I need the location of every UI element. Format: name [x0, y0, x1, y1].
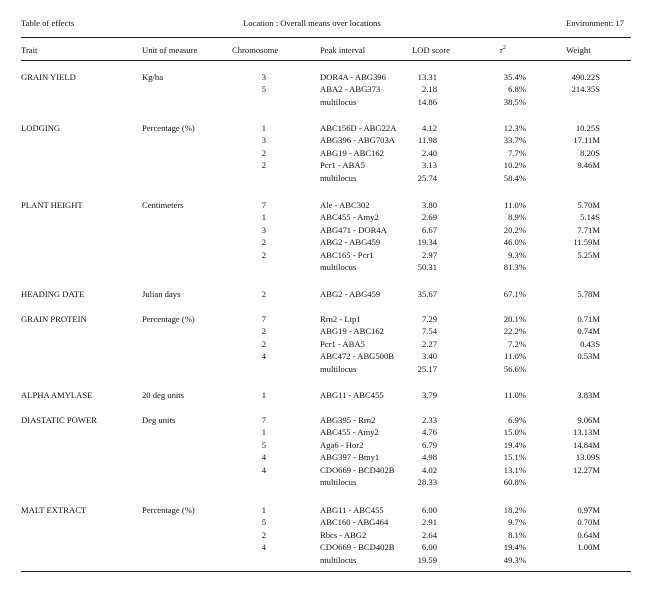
peak-interval-cell: DOR4A - ABG396	[320, 72, 386, 82]
lod-score-cell: 2.27	[421, 339, 437, 349]
lod-score-cell: 50.31	[417, 262, 437, 272]
r2-cell: 12.3%	[503, 123, 526, 133]
weight-cell: 5.25M	[577, 250, 600, 260]
r2-cell: 33.7%	[503, 135, 526, 145]
lod-score-cell: 11.98	[417, 135, 437, 145]
r2-cell: 13.1%	[503, 465, 526, 475]
r2-cell: 6.8%	[508, 84, 526, 94]
r2-cell: 60.8%	[503, 477, 526, 487]
peak-interval-cell: ABC455 - Amy2	[320, 212, 379, 222]
peak-interval-cell: ABG11 - ABC455	[320, 390, 384, 400]
r2-cell: 8.9%	[508, 212, 526, 222]
r2-cell: 38.5%	[503, 97, 526, 107]
lod-score-cell: 25.74	[417, 173, 437, 183]
column-header-trait: Trait	[21, 45, 38, 55]
lod-score-cell: 14.86	[417, 97, 437, 107]
lod-score-cell: 3.79	[421, 390, 437, 400]
lod-score-cell: 3.13	[421, 160, 437, 170]
lod-score-cell: 3.80	[421, 200, 437, 210]
header-rule	[21, 60, 631, 61]
unit-of-measure: Kg/ha	[142, 72, 164, 82]
r2-cell: 11.0%	[504, 390, 526, 400]
peak-interval-cell: ABC472 - ABG500B	[320, 351, 395, 361]
chromosome-cell: 2	[261, 339, 266, 349]
lod-score-cell: 2.18	[421, 84, 437, 94]
peak-interval-cell: Rbcs - ABG2	[320, 530, 367, 540]
weight-cell: 1.00M	[577, 542, 600, 552]
lod-score-cell: 2.33	[421, 415, 437, 425]
weight-cell: 10.25S	[575, 123, 600, 133]
weight-cell: 5.14S	[580, 212, 600, 222]
weight-cell: 214.35S	[571, 84, 600, 94]
unit-of-measure: Percentage (%)	[142, 505, 195, 515]
r2-cell: 20.2%	[503, 225, 526, 235]
chromosome-cell: 4	[261, 351, 266, 361]
lod-score-cell: 13.31	[417, 72, 437, 82]
r2-cell: 9.7%	[508, 517, 526, 527]
chromosome-cell: 2	[261, 289, 266, 299]
unit-of-measure: Percentage (%)	[142, 123, 195, 133]
peak-interval-cell: ABC156D - ABG22A	[320, 123, 397, 133]
column-header-chromosome: Chromosome	[232, 45, 279, 55]
weight-cell: 9.06M	[577, 415, 600, 425]
weight-cell: 3.83M	[577, 390, 600, 400]
lod-score-cell: 6.67	[421, 225, 437, 235]
unit-of-measure: 20 deg units	[142, 390, 185, 400]
peak-interval-cell: Ale - ABC302	[320, 200, 370, 210]
r2-cell: 35.4%	[503, 72, 526, 82]
weight-cell: 0.53M	[577, 351, 600, 361]
table-title: Table of effects	[21, 18, 75, 28]
r2-cell: 81.3%	[503, 262, 526, 272]
r2-cell: 10.2%	[503, 160, 526, 170]
peak-interval-cell: ABG471 - DOR4A	[320, 225, 387, 235]
chromosome-cell: 2	[261, 237, 266, 247]
peak-interval-cell: ABG2 - ABG459	[320, 237, 381, 247]
r-label: r	[500, 44, 503, 55]
peak-interval-cell: Pcr1 - ABA5	[320, 339, 365, 349]
top-rule	[21, 37, 631, 38]
weight-cell: 0.64M	[577, 530, 600, 540]
r2-cell: 18.2%	[503, 505, 526, 515]
weight-cell: 0.74M	[577, 326, 600, 336]
lod-score-cell: 7.29	[421, 314, 437, 324]
trait-name: HEADING DATE	[21, 289, 85, 299]
lod-score-cell: 4.02	[421, 465, 437, 475]
chromosome-cell: 2	[261, 250, 266, 260]
peak-interval-cell: ABC455 - Amy2	[320, 427, 379, 437]
peak-interval-cell: ABG2 - ABG459	[320, 289, 381, 299]
trait-name: GRAIN PROTEIN	[21, 314, 87, 324]
chromosome-cell: 1	[261, 123, 266, 133]
peak-interval-cell: Pcr1 - ABA5	[320, 160, 365, 170]
lod-score-cell: 19.34	[417, 237, 437, 247]
peak-interval-cell: ABC165 - Pcr1	[320, 250, 374, 260]
weight-cell: 11.59M	[573, 237, 600, 247]
weight-cell: 7.71M	[577, 225, 600, 235]
r2-cell: 7.2%	[508, 339, 526, 349]
chromosome-cell: 7	[261, 415, 266, 425]
chromosome-cell: 2	[261, 160, 266, 170]
chromosome-cell: 3	[261, 135, 266, 145]
chromosome-cell: 1	[261, 390, 266, 400]
lod-score-cell: 2.97	[421, 250, 437, 260]
weight-cell: 14.84M	[573, 440, 600, 450]
trait-name: PLANT HEIGHT	[21, 200, 83, 210]
lod-score-cell: 3.40	[421, 351, 437, 361]
chromosome-cell: 1	[261, 505, 266, 515]
unit-of-measure: Deg units	[142, 415, 176, 425]
lod-score-cell: 4.76	[421, 427, 437, 437]
unit-of-measure: Centimeters	[142, 200, 184, 210]
chromosome-cell: 1	[261, 212, 266, 222]
column-header-r2	[500, 45, 506, 54]
trait-name: GRAIN YIELD	[21, 72, 76, 82]
r2-cell: 58.4%	[503, 173, 526, 183]
lod-score-cell: 6.00	[421, 505, 437, 515]
r2-cell: 6.9%	[508, 415, 526, 425]
r2-cell: 20.1%	[503, 314, 526, 324]
r2-cell: 9.3%	[508, 250, 526, 260]
location-label: Location : Overall means over locations	[243, 18, 381, 28]
chromosome-cell: 3	[261, 72, 266, 82]
weight-cell: 12.27M	[573, 465, 600, 475]
weight-cell: 17.11M	[573, 135, 600, 145]
lod-score-cell: 6.79	[421, 440, 437, 450]
peak-interval-cell: ABG19 - ABC162	[320, 326, 384, 336]
unit-of-measure: Percentage (%)	[142, 314, 195, 324]
peak-interval-cell: ABG11 - ABC455	[320, 505, 384, 515]
chromosome-cell: 4	[261, 542, 266, 552]
weight-cell: 9.46M	[577, 160, 600, 170]
peak-interval-cell: multilocus	[320, 97, 357, 107]
column-header-unit: Unit of measure	[142, 45, 198, 55]
peak-interval-cell: multilocus	[320, 477, 357, 487]
chromosome-cell: 5	[261, 84, 266, 94]
r2-cell: 56.6%	[503, 364, 526, 374]
peak-interval-cell: ABA2 - ABG373	[320, 84, 381, 94]
lod-score-cell: 2.40	[421, 148, 437, 158]
weight-cell: 490.22S	[571, 72, 600, 82]
chromosome-cell: 7	[261, 314, 266, 324]
r2-cell: 7.7%	[508, 148, 526, 158]
weight-cell: 13.13M	[573, 427, 600, 437]
peak-interval-cell: CDO669 - BCD402B	[320, 542, 395, 552]
peak-interval-cell: multilocus	[320, 555, 357, 565]
r2-cell: 49.3%	[503, 555, 526, 565]
column-header-interval: Peak interval	[320, 45, 366, 55]
r2-cell: 19.4%	[503, 440, 526, 450]
bottom-rule	[21, 571, 631, 572]
peak-interval-cell: Aga6 - Hor2	[320, 440, 364, 450]
r2-cell: 15.1%	[503, 452, 526, 462]
chromosome-cell: 2	[261, 148, 266, 158]
trait-name: DIASTATIC POWER	[21, 415, 97, 425]
lod-score-cell: 4.12	[421, 123, 437, 133]
trait-name: ALPHA AMYLASE	[21, 390, 93, 400]
lod-score-cell: 4.98	[421, 452, 437, 462]
peak-interval-cell: ABG395 - Rrn2	[320, 415, 376, 425]
trait-name: MALT EXTRACT	[21, 505, 87, 515]
r2-cell: 67.1%	[503, 289, 526, 299]
chromosome-cell: 7	[261, 200, 266, 210]
peak-interval-cell: CDO669 - BCD402B	[320, 465, 395, 475]
peak-interval-cell: ABG396 - ABG703A	[320, 135, 395, 145]
lod-score-cell: 2.64	[421, 530, 437, 540]
weight-cell: 0.43S	[580, 339, 600, 349]
weight-cell: 0.97M	[577, 505, 600, 515]
peak-interval-cell: multilocus	[320, 262, 357, 272]
peak-interval-cell: ABG19 - ABC162	[320, 148, 384, 158]
environment-label: Environment: 17	[566, 18, 624, 28]
weight-cell: 8.20S	[580, 148, 600, 158]
chromosome-cell: 3	[261, 225, 266, 235]
weight-cell: 0.71M	[577, 314, 600, 324]
column-header-lod: LOD score	[412, 45, 450, 55]
r2-cell: 8.1%	[508, 530, 526, 540]
r-superscript: 2	[502, 45, 506, 51]
peak-interval-cell: multilocus	[320, 173, 357, 183]
chromosome-cell: 5	[261, 517, 266, 527]
chromosome-cell: 4	[261, 452, 266, 462]
lod-score-cell: 28.33	[417, 477, 437, 487]
r2-cell: 11.0%	[504, 200, 526, 210]
column-header-weight: Weight	[566, 45, 591, 55]
weight-cell: 13.09S	[575, 452, 600, 462]
r2-cell: 15.0%	[503, 427, 526, 437]
lod-score-cell: 19.59	[417, 555, 437, 565]
lod-score-cell: 25.17	[417, 364, 437, 374]
peak-interval-cell: ABG397 - Bmy1	[320, 452, 380, 462]
peak-interval-cell: ABC160 - ABG464	[320, 517, 389, 527]
lod-score-cell: 2.69	[421, 212, 437, 222]
weight-cell: 0.70M	[577, 517, 600, 527]
unit-of-measure: Julian days	[142, 289, 181, 299]
chromosome-cell: 2	[261, 530, 266, 540]
weight-cell: 5.70M	[577, 200, 600, 210]
chromosome-cell: 1	[261, 427, 266, 437]
chromosome-cell: 4	[261, 465, 266, 475]
lod-score-cell: 6.00	[421, 542, 437, 552]
r2-cell: 22.2%	[503, 326, 526, 336]
lod-score-cell: 35.67	[417, 289, 437, 299]
peak-interval-cell: Rrn2 - Ltp1	[320, 314, 361, 324]
weight-cell: 5.78M	[577, 289, 600, 299]
r2-cell: 11.0%	[504, 351, 526, 361]
chromosome-cell: 5	[261, 440, 266, 450]
chromosome-cell: 2	[261, 326, 266, 336]
r2-cell: 46.0%	[503, 237, 526, 247]
trait-name: LODGING	[21, 123, 61, 133]
r2-cell: 19.4%	[503, 542, 526, 552]
lod-score-cell: 7.54	[421, 326, 437, 336]
peak-interval-cell: multilocus	[320, 364, 357, 374]
lod-score-cell: 2.91	[421, 517, 437, 527]
